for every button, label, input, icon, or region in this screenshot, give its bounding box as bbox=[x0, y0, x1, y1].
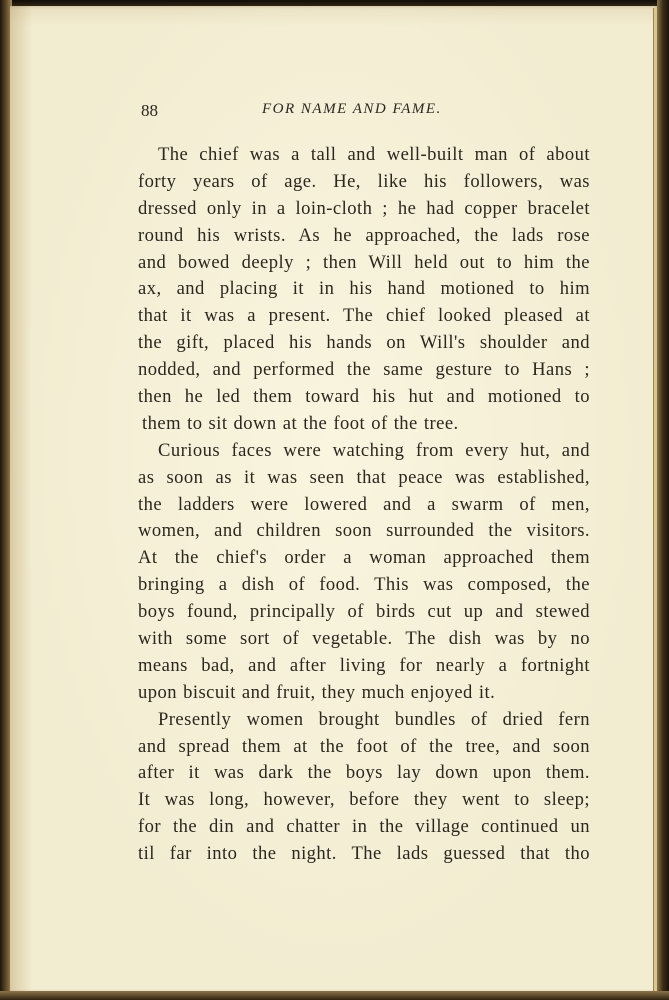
text-line: round his wrists. As he approached, the lads rose bbox=[138, 224, 590, 246]
page-number: 88 bbox=[141, 101, 158, 120]
text-line: Presently women brought bundles of dried fern bbox=[158, 708, 590, 730]
book-right-edge bbox=[657, 0, 669, 1000]
text-line: boys found, principally of birds cut up and stewed bbox=[138, 601, 590, 623]
text-line: them to sit down at the foot of the tree. bbox=[142, 412, 459, 434]
text-line: that it was a present. The chief looked pleased at bbox=[138, 305, 590, 327]
text-line: for the din and chatter in the village continued un bbox=[138, 816, 590, 838]
text-line: the gift, placed his hands on Will's shoulder and bbox=[138, 332, 590, 354]
text-line: bringing a dish of food. This was composed, the bbox=[138, 574, 590, 596]
text-line: dressed only in a loin-cloth ; he had copper bracelet bbox=[138, 197, 590, 219]
text-line: The chief was a tall and well-built man of about bbox=[158, 144, 590, 165]
text-line: At the chief's order a woman approached them bbox=[138, 547, 590, 569]
text-line: women, and children soon surrounded the visitors. bbox=[138, 520, 590, 542]
text-line: nodded, and performed the same gesture to Hans ; bbox=[138, 359, 590, 381]
text-line: means bad, and after living for nearly a fortnight bbox=[138, 654, 590, 676]
text-line: upon biscuit and fruit, they much enjoyed it. bbox=[138, 681, 496, 703]
text-line: forty years of age. He, like his followers, was bbox=[138, 170, 590, 192]
text-line: ax, and placing it in his hand motioned to him bbox=[138, 278, 590, 300]
text-line: It was long, however, before they went to sleep; bbox=[138, 789, 590, 811]
body-text bbox=[138, 142, 590, 868]
running-head bbox=[0, 97, 669, 123]
text-line: with some sort of vegetable. The dish was by no bbox=[138, 628, 590, 650]
text-line: Curious faces were watching from every hut, and bbox=[158, 439, 590, 461]
text-line: and spread them at the foot of the tree, and soon bbox=[138, 735, 590, 757]
text-line: then he led them toward his hut and motioned to bbox=[138, 386, 590, 408]
text-line: the ladders were lowered and a swarm of men, bbox=[138, 493, 590, 515]
text-line: as soon as it was seen that peace was established, bbox=[138, 466, 590, 488]
running-title: FOR NAME AND FAME. bbox=[262, 101, 442, 117]
text-line: after it was dark the boys lay down upon them. bbox=[138, 762, 590, 784]
text-line: and bowed deeply ; then Will held out to him the bbox=[138, 251, 590, 273]
book-bottom-edge bbox=[0, 991, 669, 1000]
text-line: til far into the night. The lads guessed that tho bbox=[138, 843, 590, 865]
